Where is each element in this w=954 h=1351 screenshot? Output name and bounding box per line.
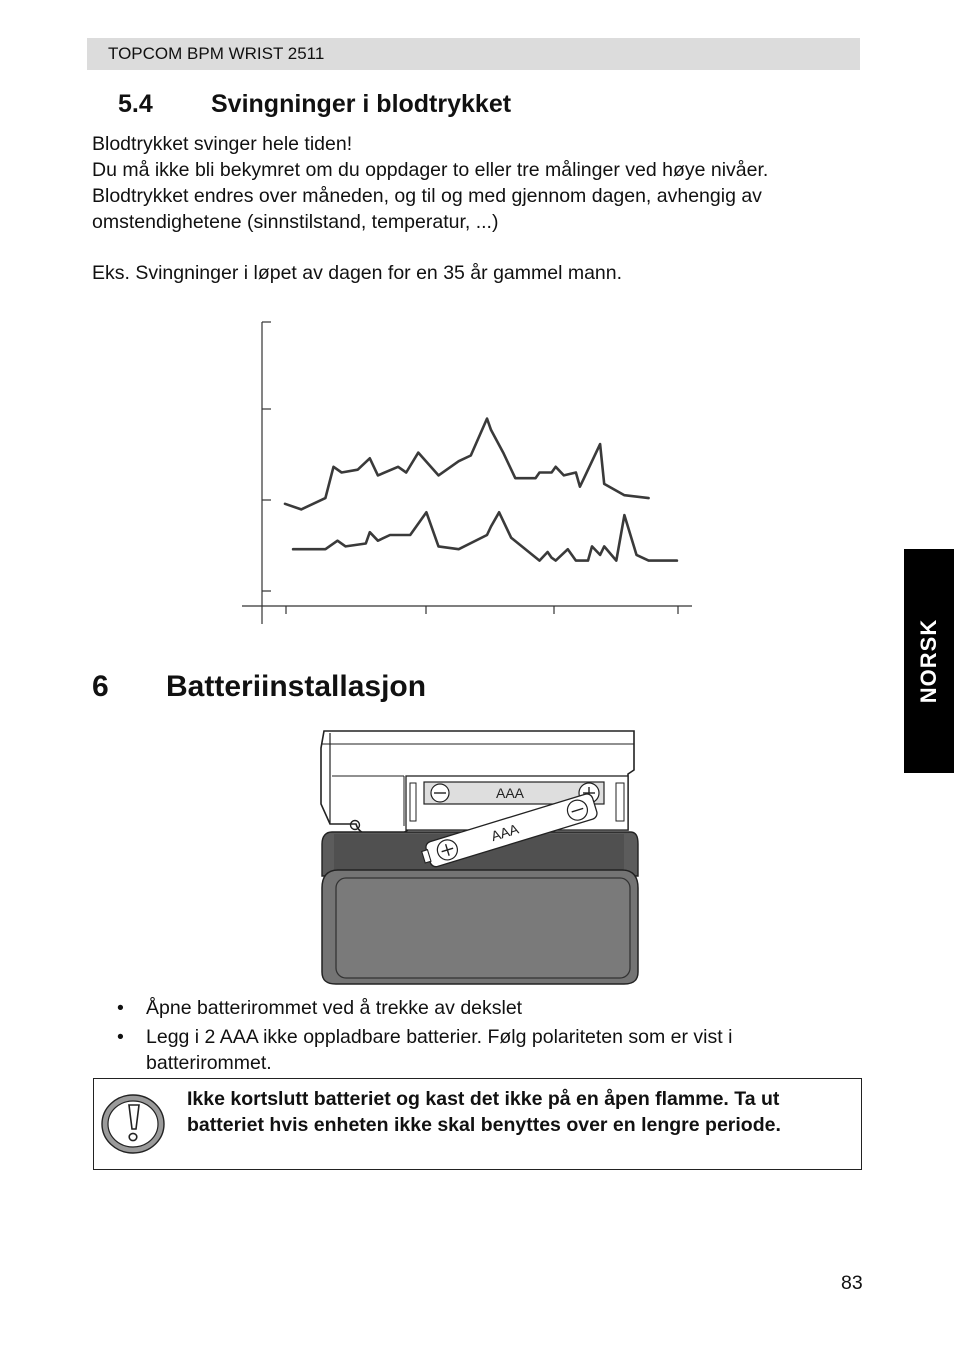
series-line-2 — [293, 512, 677, 560]
bullet-icon: • — [117, 1026, 124, 1048]
chart-lines — [285, 419, 677, 561]
series-line-1 — [285, 419, 649, 510]
language-tab-label: NORSK — [916, 618, 941, 704]
list-item-text: Åpne batterirommet ved å trekke av dekslet — [146, 997, 523, 1019]
header-bar — [87, 38, 860, 70]
section-title: Svingninger i blodtrykket — [211, 90, 512, 118]
warning-text: Ikke kortslutt batteriet og kast det ikke på en åpen flamme. Ta ut batteriet hvis enheten ikke skal benyttes over en lengre periode. — [187, 1088, 781, 1136]
list-item — [115, 1024, 845, 1076]
paragraph-line: Du må ikke bli bekymret om du oppdager to eller tre målinger ved høye nivåer. — [92, 159, 769, 181]
paragraph-line: Blodtrykket svinger hele tiden! — [92, 133, 353, 155]
instruction-list — [115, 995, 845, 1079]
list-item — [115, 995, 845, 1021]
example-caption: Eks. Svingninger i løpet av dagen for en 35 år gammel mann. — [92, 262, 623, 284]
chapter-number: 6 — [92, 670, 109, 703]
page-number: 83 — [841, 1272, 863, 1294]
battery-label: AAA — [489, 820, 521, 845]
bullet-icon: • — [117, 997, 124, 1019]
blood-pressure-chart — [230, 310, 710, 630]
battery-installation-illustration — [318, 728, 642, 986]
chart-axes — [242, 322, 692, 624]
warning-box — [93, 1078, 862, 1170]
paragraph-line: omstendighetene (sinnstilstand, temperatur, ...) — [92, 211, 499, 233]
section-number: 5.4 — [118, 90, 153, 118]
list-item-text: Legg i 2 AAA ikke oppladbare batterier. Følg polariteten som er vist i batterirommet. — [146, 1026, 733, 1074]
paragraph-line: Blodtrykket endres over måneden, og til og med gjennom dagen, avhengig av — [92, 185, 762, 207]
header-title: TOPCOM BPM WRIST 2511 — [108, 44, 325, 63]
battery-label: AAA — [495, 785, 525, 801]
language-tab — [904, 549, 954, 773]
chapter-title: Batteriinstallasjon — [166, 670, 427, 703]
exclamation-icon — [100, 1093, 166, 1155]
